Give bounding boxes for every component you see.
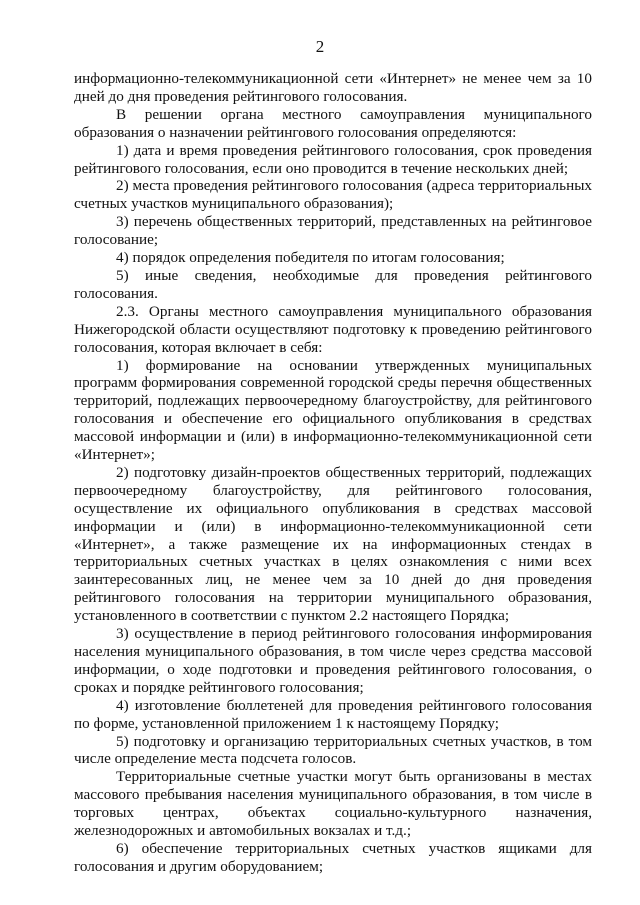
list-item: 2) подготовку дизайн-проектов общественных территорий, подлежащих первоочередному благоустройству, для рейтингового голосования, осуществление их официального опубликования в средствах массовой информации и (или) в информационно-телекоммуникационной сети «Интернет», а также размещение их на информационных стендах в территориальных счетных участках в целях ознакомления с ними всех заинтересованных лиц, не менее чем за 10 дней до дня проведения рейтингового голосования на территории муниципального образования, установленного в соответствии с пунктом 2.2 настоящего Порядка; xyxy=(74,463,592,625)
list-item: 3) осуществление в период рейтингового голосования информирования населения муниципального образования, в том числе через средства массовой информации, о ходе подготовки и проведения рейтингового голосования, о сроках и порядке рейтингового голосования; xyxy=(74,625,592,696)
list-item: 2) места проведения рейтингового голосования (адреса территориальных счетных участков муниципального образования); xyxy=(74,177,592,213)
document-body xyxy=(74,70,592,876)
paragraph: Территориальные счетные участки могут быть организованы в местах массового пребывания населения муниципального образования, в том числе в торговых центрах, объектах социально-культурного назначения, железнодорожных и автомобильных вокзалах и т.д.; xyxy=(74,768,592,840)
paragraph: информационно-телекоммуникационной сети «Интернет» не менее чем за 10 дней до дня проведения рейтингового голосования. xyxy=(74,70,592,105)
list-item: 6) обеспечение территориальных счетных участков ящиками для голосования и другим оборудованием; xyxy=(74,839,592,875)
section-paragraph: 2.3. Органы местного самоуправления муниципального образования Нижегородской области осуществляют подготовку к проведению рейтингового голосования, которая включает в себя: xyxy=(74,302,592,356)
list-item: 4) порядок определения победителя по итогам голосования; xyxy=(116,249,505,267)
list-item: 3) перечень общественных территорий, представленных на рейтинговое голосование; xyxy=(74,213,592,249)
paragraph: В решении органа местного самоуправления муниципального образования о назначении рейтингового голосования определяются: xyxy=(74,105,592,141)
page-number: 2 xyxy=(315,37,325,56)
list-item: 1) дата и время проведения рейтингового голосования, срок проведения рейтингового голосования, если оно проводится в течение нескольких дней; xyxy=(74,141,592,177)
list-item: 4) изготовление бюллетеней для проведения рейтингового голосования по форме, установленной приложением 1 к настоящему Порядку; xyxy=(74,696,592,732)
list-item: 5) подготовку и организацию территориальных счетных участков, в том числе определение места подсчета голосов. xyxy=(74,732,592,768)
list-item: 1) формирование на основании утвержденных муниципальных программ формирования современной городской среды перечня общественных территорий, подлежащих первоочередному благоустройству, для рейтингового голосования и обеспечение его официального опубликования в средствах массовой информации и (или) в информационно-телекоммуникационной сети «Интернет»; xyxy=(74,356,592,464)
list-item: 5) иные сведения, необходимые для проведения рейтингового голосования. xyxy=(74,266,592,302)
